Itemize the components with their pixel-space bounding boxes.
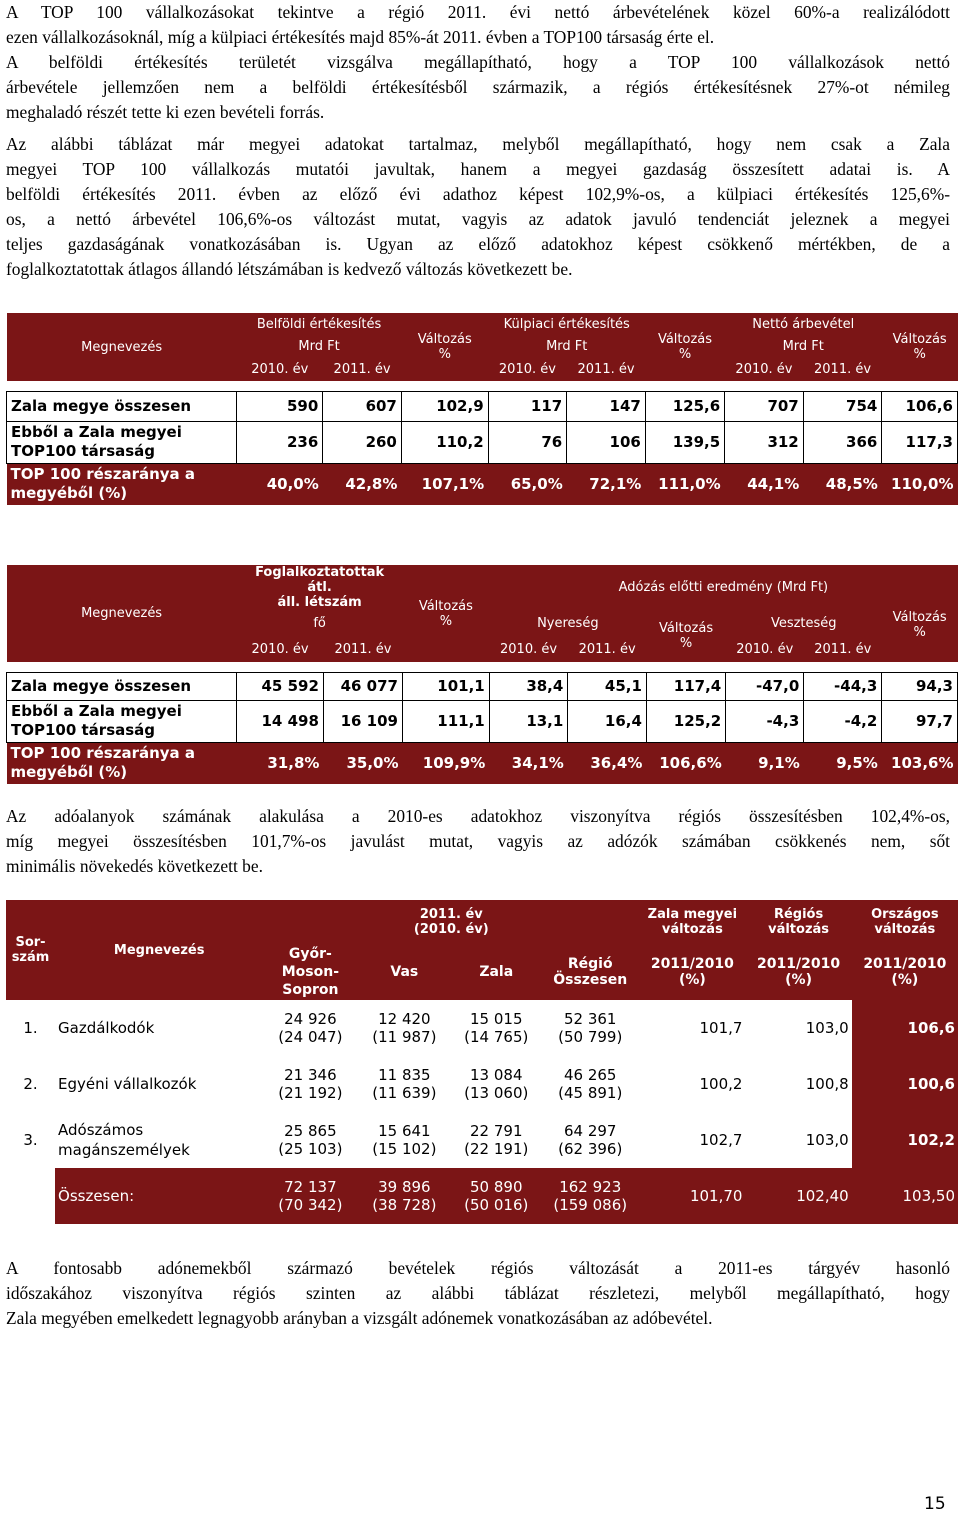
cell: 312 [725, 421, 804, 463]
cell-zala-change: 102,7 [699, 1131, 743, 1149]
table-row [7, 742, 958, 784]
row-label: Ebből a Zala megyei TOP100 társaság [7, 700, 237, 742]
header-year-2010: 2010. év [237, 636, 324, 662]
cell-zala-change: 100,2 [699, 1075, 743, 1093]
header-year: 2011. év (2010. év) [263, 900, 639, 944]
header-year-2011: 2011. év [323, 357, 402, 381]
header-change: Változás % [403, 565, 490, 662]
spacer [7, 662, 958, 672]
text-line: teljes gazdaságának vonatkozásában is. Ugyan az előző adatokhoz képest csökkenő mértékben, de a [6, 234, 950, 254]
header-national-change: Országos változás [852, 900, 958, 944]
text-line: időszakához viszonyítva régiós szinten az alábbi táblázat részletezi, melyből megállapítható, hogy [6, 1283, 950, 1303]
cell: 25 865 (25 103) [278, 1122, 343, 1158]
cell: 9,5% [836, 754, 878, 773]
header-name: Megnevezés [7, 313, 237, 381]
cell: 35,0% [346, 754, 399, 773]
header-year-2010: 2010. év [237, 357, 323, 381]
cell: 39 896 (38 728) [357, 1168, 451, 1224]
text-line: os, a nettó árbevétel 106,6%-os változást mutat, vagyis az adatok javuló tendenciát jeleznek a megyei [6, 209, 950, 229]
row-number: 3. [23, 1131, 38, 1149]
text-line: Zala megyében emelkedett legnagyobb arányban a vizsgált adónemek vonatkozásában az adóbevétel. [6, 1308, 713, 1328]
cell: 14 498 [237, 700, 324, 742]
employment-profit-table [6, 565, 958, 784]
cell: 147 [567, 391, 646, 421]
table-row [6, 1112, 958, 1168]
cell: 111,1 [403, 700, 490, 742]
header-unit: Mrd Ft [725, 335, 882, 357]
cell: 366 [803, 421, 882, 463]
text-line: Az alábbi táblázat már megyei adatokat tartalmaz, melyből megállapítható, hogy nem csak a Zala [6, 134, 950, 154]
cell: 40,0% [266, 475, 319, 494]
header-unit: Mrd Ft [237, 335, 402, 357]
cell: 117 [488, 391, 567, 421]
text-line: A fontosabb adónemekből származó bevételek régiós változását a 2011-es tárgyév hasonló [6, 1258, 950, 1278]
cell: 72 137 (70 342) [263, 1168, 357, 1224]
header-name: Megnevezés [7, 565, 237, 662]
total-label: Összesen: [55, 1168, 263, 1224]
cell: 46 265 (45 891) [558, 1066, 623, 1102]
cell: 106 [567, 421, 646, 463]
table-row [7, 700, 958, 742]
cell-regional-change: 102,40 [745, 1168, 851, 1224]
cell: 106,6 [882, 391, 958, 421]
text-line: foglalkoztatottak átlagos állandó létszámában is kedvező változás következett be. [6, 259, 573, 279]
header-sorszam: Sor- szám [6, 900, 55, 1000]
cell: 236 [237, 421, 323, 463]
header-loss: Veszteség [726, 610, 882, 636]
row-label: Zala megye összesen [7, 672, 237, 700]
header-year-2011: 2011. év [804, 636, 882, 662]
paragraph-2 [6, 50, 950, 125]
header-profit: Nyereség [489, 610, 646, 636]
cell: 754 [803, 391, 882, 421]
cell: 50 890 (50 016) [451, 1168, 541, 1224]
page-number: 15 [924, 1494, 946, 1514]
spacer [7, 381, 958, 391]
text-line: ezen vállalkozásoknál, míg a külpiaci értékesítés majd 85%-át 2011. évben a TOP100 társaság érte el. [6, 27, 715, 47]
paragraph-1 [6, 0, 950, 50]
text-line: A TOP 100 vállalkozásokat tekintve a régió 2011. évi nettó árbevételének közel 60%-a realizálódott [6, 2, 950, 22]
header-year-2010: 2010. év [488, 357, 567, 381]
cell-regional-change: 100,8 [805, 1075, 849, 1093]
table-row [7, 463, 958, 505]
cell: 52 361 (50 799) [558, 1010, 623, 1046]
header-year-2010: 2010. év [726, 636, 804, 662]
header-zala: Zala [451, 944, 541, 1000]
cell: 125,6 [645, 391, 724, 421]
cell: 31,8% [267, 754, 320, 773]
cell: 125,2 [646, 700, 725, 742]
cell: 24 926 (24 047) [278, 1010, 343, 1046]
cell-zala-change: 101,7 [699, 1019, 743, 1037]
header-period: 2011/2010 (%) [745, 944, 851, 1000]
text-line: meghaladó részét tette ki ezen bevételi forrás. [6, 102, 325, 122]
cell: -4,2 [804, 700, 882, 742]
row-label: Adószámos magánszemélyek [58, 1121, 190, 1159]
table-row [6, 1000, 958, 1056]
text-line: míg megyei összesítésben 101,7%-os javulást mutat, vagyis az adózók számában csökkenés nem, sőt [6, 831, 950, 851]
header-period: 2011/2010 (%) [639, 944, 745, 1000]
text-line: belföldi értékesítés 2011. évben az előző évi adathoz képest 102,9%-os, a külpiaci értékesítés 125,6%- [6, 184, 950, 204]
cell: 117,3 [882, 421, 958, 463]
header-year-2010: 2010. év [725, 357, 804, 381]
cell: 45 592 [237, 672, 324, 700]
cell: 13,1 [489, 700, 568, 742]
cell-national-change: 100,6 [852, 1056, 958, 1112]
sales-table [6, 313, 958, 505]
header-year-2011: 2011. év [567, 357, 646, 381]
cell: 102,9 [401, 391, 488, 421]
cell: 139,5 [645, 421, 724, 463]
cell: 110,0% [891, 475, 954, 494]
header-regio: Régió Összesen [541, 944, 639, 1000]
header-period: 2011/2010 (%) [852, 944, 958, 1000]
row-label: TOP 100 részaránya a megyéből (%) [10, 465, 196, 503]
table-row [6, 1056, 958, 1112]
cell: 94,3 [882, 672, 958, 700]
header-year-2011: 2011. év [323, 636, 402, 662]
cell: 707 [725, 391, 804, 421]
cell: 16 109 [323, 700, 402, 742]
cell: 65,0% [510, 475, 563, 494]
cell: 38,4 [489, 672, 568, 700]
cell: 36,4% [590, 754, 643, 773]
cell: 110,2 [401, 421, 488, 463]
row-label: Gazdálkodók [58, 1019, 155, 1037]
cell: -44,3 [804, 672, 882, 700]
paragraph-5 [6, 1256, 950, 1331]
spacer-cell [6, 1168, 55, 1224]
paragraph-3 [6, 132, 950, 282]
header-revenue: Nettó árbevétel [725, 313, 882, 335]
row-number: 2. [23, 1075, 38, 1093]
header-change: Változás % [882, 610, 958, 662]
header-year-2011: 2011. év [803, 357, 882, 381]
header-gyms: Győr- Moson- Sopron [263, 944, 357, 1000]
header-unit: Mrd Ft [488, 335, 645, 357]
cell: 607 [323, 391, 402, 421]
cell-regional-change: 103,0 [805, 1019, 849, 1037]
cell: 162 923 (159 086) [541, 1168, 639, 1224]
cell: 44,1% [747, 475, 800, 494]
cell: 16,4 [568, 700, 647, 742]
text-line: megyei TOP 100 vállalkozás mutatói javultak, hanem a megyei gazdaság összesített adatai is. A [6, 159, 950, 179]
cell: 107,1% [421, 475, 485, 494]
cell: 590 [237, 391, 323, 421]
header-year-2011: 2011. év [568, 636, 647, 662]
cell: 101,1 [403, 672, 490, 700]
table-row [7, 421, 958, 463]
header-employment: Foglalkoztatottak átl. áll. létszám [237, 565, 403, 610]
cell: 13 084 (13 060) [464, 1066, 529, 1102]
header-pretax: Adózás előtti eredmény (Mrd Ft) [489, 565, 957, 610]
cell: 97,7 [882, 700, 958, 742]
table-row [7, 672, 958, 700]
taxpayers-table [6, 900, 958, 1224]
header-vas: Vas [357, 944, 451, 1000]
header-name: Megnevezés [55, 900, 263, 1000]
cell: 48,5% [825, 475, 878, 494]
cell: 46 077 [323, 672, 402, 700]
cell: 260 [323, 421, 402, 463]
header-change: Változás % [645, 313, 724, 381]
cell: 22 791 (22 191) [464, 1122, 529, 1158]
header-unit: fő [237, 610, 403, 636]
row-label: Egyéni vállalkozók [58, 1075, 197, 1093]
paragraph-4 [6, 804, 950, 879]
header-zala-change: Zala megyei változás [639, 900, 745, 944]
cell-national-change: 102,2 [852, 1112, 958, 1168]
header-change: Változás % [882, 313, 958, 381]
cell: 72,1% [589, 475, 642, 494]
row-label: TOP 100 részaránya a megyéből (%) [10, 744, 196, 782]
header-domestic: Belföldi értékesítés [237, 313, 402, 335]
header-year-2010: 2010. év [489, 636, 568, 662]
row-label: Zala megye összesen [7, 391, 237, 421]
cell-national-change: 106,6 [852, 1000, 958, 1056]
cell: 15 641 (15 102) [372, 1122, 437, 1158]
cell-regional-change: 103,0 [805, 1131, 849, 1149]
text-line: minimális növekedés következett be. [6, 856, 263, 876]
cell-national-change: 103,50 [852, 1168, 958, 1224]
cell: 109,9% [422, 754, 486, 773]
cell: -4,3 [726, 700, 804, 742]
cell: -47,0 [726, 672, 804, 700]
cell: 111,0% [658, 475, 721, 494]
cell: 42,8% [345, 475, 398, 494]
cell: 9,1% [758, 754, 800, 773]
cell: 15 015 (14 765) [464, 1010, 529, 1046]
cell: 21 346 (21 192) [278, 1066, 343, 1102]
cell: 106,6% [659, 754, 722, 773]
header-change: Változás % [646, 610, 725, 662]
row-number: 1. [23, 1019, 38, 1037]
row-label: Ebből a Zala megyei TOP100 társaság [7, 421, 237, 463]
total-row [6, 1168, 958, 1224]
header-change: Változás % [401, 313, 488, 381]
table-row [7, 391, 958, 421]
cell: 11 835 (11 639) [372, 1066, 437, 1102]
cell: 45,1 [568, 672, 647, 700]
cell: 34,1% [511, 754, 564, 773]
cell-zala-change: 101,70 [639, 1168, 745, 1224]
header-export: Külpiaci értékesítés [488, 313, 645, 335]
cell: 103,6% [891, 754, 954, 773]
cell: 117,4 [646, 672, 725, 700]
header-regional-change: Régiós változás [745, 900, 851, 944]
cell: 76 [488, 421, 567, 463]
text-line: árbevétele jellemzően nem a belföldi értékesítésből származik, a régiós értékesítésnek 27%-ot némileg [6, 77, 950, 97]
cell: 64 297 (62 396) [558, 1122, 623, 1158]
text-line: A belföldi értékesítés területét vizsgálva megállapítható, hogy a TOP 100 vállalkozások nettó [6, 52, 950, 72]
cell: 12 420 (11 987) [372, 1010, 437, 1046]
text-line: Az adóalanyok számának alakulása a 2010-es adatokhoz viszonyítva régiós összesítésben 102,4%-os, [6, 806, 950, 826]
